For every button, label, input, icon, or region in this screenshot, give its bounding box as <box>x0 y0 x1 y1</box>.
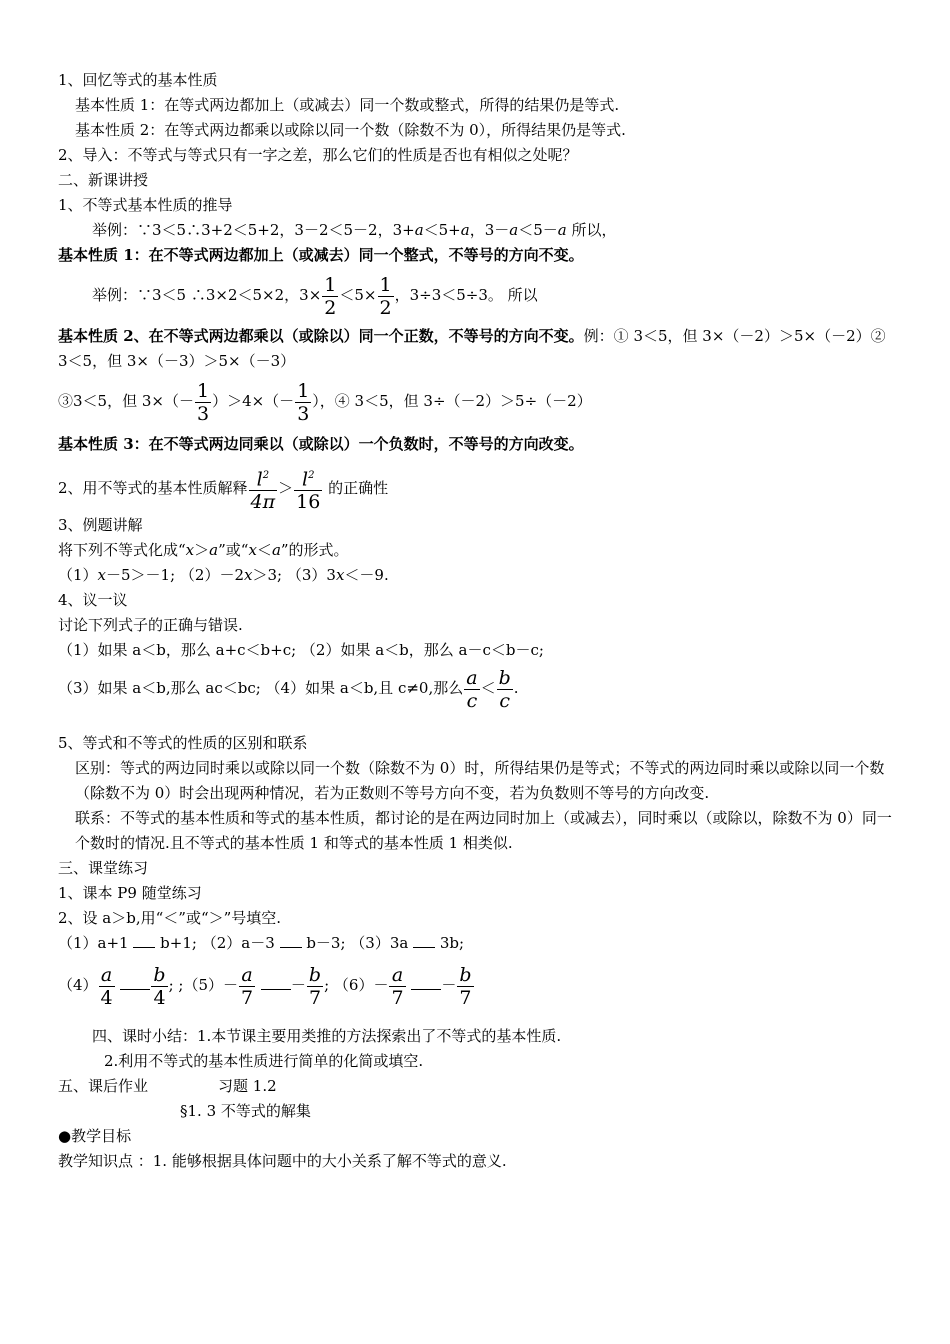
answer-blank[interactable] <box>261 975 291 990</box>
paragraph: 讨论下列式子的正确与错误. <box>58 616 243 635</box>
property-1: 基本性质 1：在不等式两边都加上（或减去）同一个整式，不等号的方向不变。 <box>58 246 584 264</box>
paragraph: 联系：不等式的基本性质和等式的基本性质，都讨论的是在两边同时加上（或减去），同时乘以（或除以，除数不为 0）同一个数时的情况.且不等式的基本性质 1 和等式的基本性质 1 相类似. <box>75 809 892 853</box>
text: ），④ 3＜5，但 3÷（－2）＞5÷（－2） <box>312 392 592 410</box>
text: ＜5× <box>339 286 377 304</box>
paragraph: 基本性质 2：在等式两边都乘以或除以同一个数（除数不为 0），所得结果仍是等式. <box>75 121 626 139</box>
text: 举例：∵3＜5 ∴3×2＜5×2，3× <box>92 286 322 304</box>
fraction-one-half: $\frac{1}{2}$ <box>324 273 337 319</box>
text: 的正确性 <box>323 479 389 497</box>
fraction-b-over-c: $\frac{b}{c}$ <box>498 666 511 712</box>
property-3: 基本性质 3：在不等式两边同乘以（或除以）一个负数时，不等号的方向改变。 <box>58 435 584 453</box>
text: 2、用不等式的基本性质解释 <box>58 479 248 497</box>
answer-blank[interactable] <box>133 933 155 948</box>
answer-blank[interactable] <box>411 975 441 990</box>
text: ，3－ <box>469 221 510 239</box>
example-line <box>58 270 896 320</box>
answer-blank[interactable] <box>413 933 435 948</box>
summary-line: 四、课时小结：1.本节课主要用类推的方法探索出了不等式的基本性质. <box>92 1027 562 1046</box>
property-2-title: 基本性质 2、在不等式两边都乘以（或除以）同一个正数，不等号的方向不变。 <box>58 327 584 345</box>
paragraph: 基本性质 1：在等式两边都加上（或减去）同一个数或整式，所得的结果仍是等式. <box>75 96 620 114</box>
fraction-l2-over-16: $\frac{l^2}{16}$ <box>296 468 321 514</box>
section-heading: 5、等式和不等式的性质的区别和联系 <box>58 734 308 753</box>
var-a: a <box>557 221 567 239</box>
next-section-title: §1. 3 不等式的解集 <box>180 1102 311 1121</box>
text: ③3＜5，但 3×（－ <box>58 392 194 410</box>
text: ，3÷3＜5÷3。 所以 <box>394 286 538 304</box>
section-heading: 1、回忆等式的基本性质 <box>58 71 218 89</box>
text: ）＞4×（－ <box>212 392 295 410</box>
var-a: a <box>460 221 470 239</box>
exercise-list: （4） $\frac{a}{4}$ $\frac{b}{4}$ ; ;（5）－ $\frac{a}{7}$ － $\frac{b}{7}$ ; （6）－ $\frac{a}{7}$ － $\frac{b}{7}$ <box>58 963 472 1009</box>
exercise-list: （3）如果 a＜b,那么 ac＜bc; （4）如果 a＜b,且 c≠0,那么 $\frac{a}{c}$ ＜ $\frac{b}{c}$ . <box>58 666 519 712</box>
section-heading: 3、例题讲解 <box>58 516 143 535</box>
section-heading: ●教学目标 <box>58 1127 132 1146</box>
fraction-a-over-c: $\frac{a}{c}$ <box>466 666 478 712</box>
example-line <box>58 218 896 243</box>
var-a: a <box>509 221 519 239</box>
section-heading: 1、不等式基本性质的推导 <box>58 196 233 214</box>
fraction-b-over-4: $\frac{b}{4}$ <box>153 963 166 1009</box>
paragraph: 区别：等式的两边同时乘以或除以同一个数（除数不为 0）时，所得结果仍是等式；不等式的两边同时乘以或除以同一个数（除数不为 0）时会出现两种情况，若为正数则不等号方向不变，若为负数则不等号的方向改变. <box>75 759 885 803</box>
text: （3）如果 a＜b,那么 ac＜bc; （4）如果 a＜b,且 c≠0,那么 <box>58 679 464 698</box>
text: ＞ <box>278 479 294 497</box>
document-page <box>58 68 896 1174</box>
fraction-b-over-7: $\frac{b}{7}$ <box>459 963 472 1009</box>
text: 所以， <box>566 221 617 239</box>
fraction-one-third: $\frac{1}{3}$ <box>196 379 210 425</box>
section-heading: 二、新课讲授 <box>58 171 149 189</box>
text: ＜5－ <box>518 221 558 239</box>
fraction-one-third: $\frac{1}{3}$ <box>297 379 310 425</box>
paragraph: 2、设 a＞b,用“＜”或“＞”号填空. <box>58 909 282 928</box>
fraction-l2-over-4pi: $\frac{l^2}{4\pi}$ <box>250 468 276 514</box>
paragraph: 教学知识点 ：1. 能够根据具体问题中的大小关系了解不等式的意义. <box>58 1152 507 1171</box>
property-2 <box>58 324 896 374</box>
text: 例：① 3＜5，但 3×（－2）＞5×（－2）② 3＜5，但 3×（－3）＞5×（－3） <box>58 327 886 370</box>
exercise-list: （1）a+1 b+1; （2）a－3 b－3; （3）3a 3b; <box>58 934 465 953</box>
fraction-one-half: $\frac{1}{2}$ <box>379 273 392 319</box>
summary-line: 2.利用不等式的基本性质进行简单的化简或填空. <box>104 1052 424 1071</box>
answer-blank[interactable] <box>280 933 302 948</box>
paragraph: 2、导入：不等式与等式只有一字之差，那么它们的性质是否也有相似之处呢？ <box>58 146 578 164</box>
paragraph: 1、课本 P9 随堂练习 <box>58 884 202 903</box>
exercise-list: （1）如果 a＜b，那么 a+c＜b+c; （2）如果 a＜b，那么 a－c＜b－c; <box>58 641 544 660</box>
homework-line: 五、课后作业 习题 1.2 <box>58 1077 277 1096</box>
text: 举例：∵3＜5∴3+2＜5+2，3－2＜5－2，3+ <box>92 221 415 239</box>
fraction-a-over-7: $\frac{a}{7}$ <box>241 963 254 1009</box>
exercise-list: （1）x－5＞－1; （2）－2x＞3; （3）3x＜－9. <box>58 566 389 585</box>
fraction-b-over-7: $\frac{b}{7}$ <box>308 963 322 1009</box>
paragraph <box>58 463 896 513</box>
example-line <box>58 376 896 426</box>
section-heading: 三、课堂练习 <box>58 859 149 878</box>
answer-blank[interactable] <box>120 975 150 990</box>
fraction-a-over-4: $\frac{a}{4}$ <box>100 963 113 1009</box>
var-a: a <box>414 221 424 239</box>
section-heading: 4、议一议 <box>58 591 128 610</box>
text: ＜5+ <box>423 221 461 239</box>
paragraph: 将下列不等式化成“x＞a”或“x＜a”的形式。 <box>58 541 349 560</box>
fraction-a-over-7: $\frac{a}{7}$ <box>391 963 404 1009</box>
